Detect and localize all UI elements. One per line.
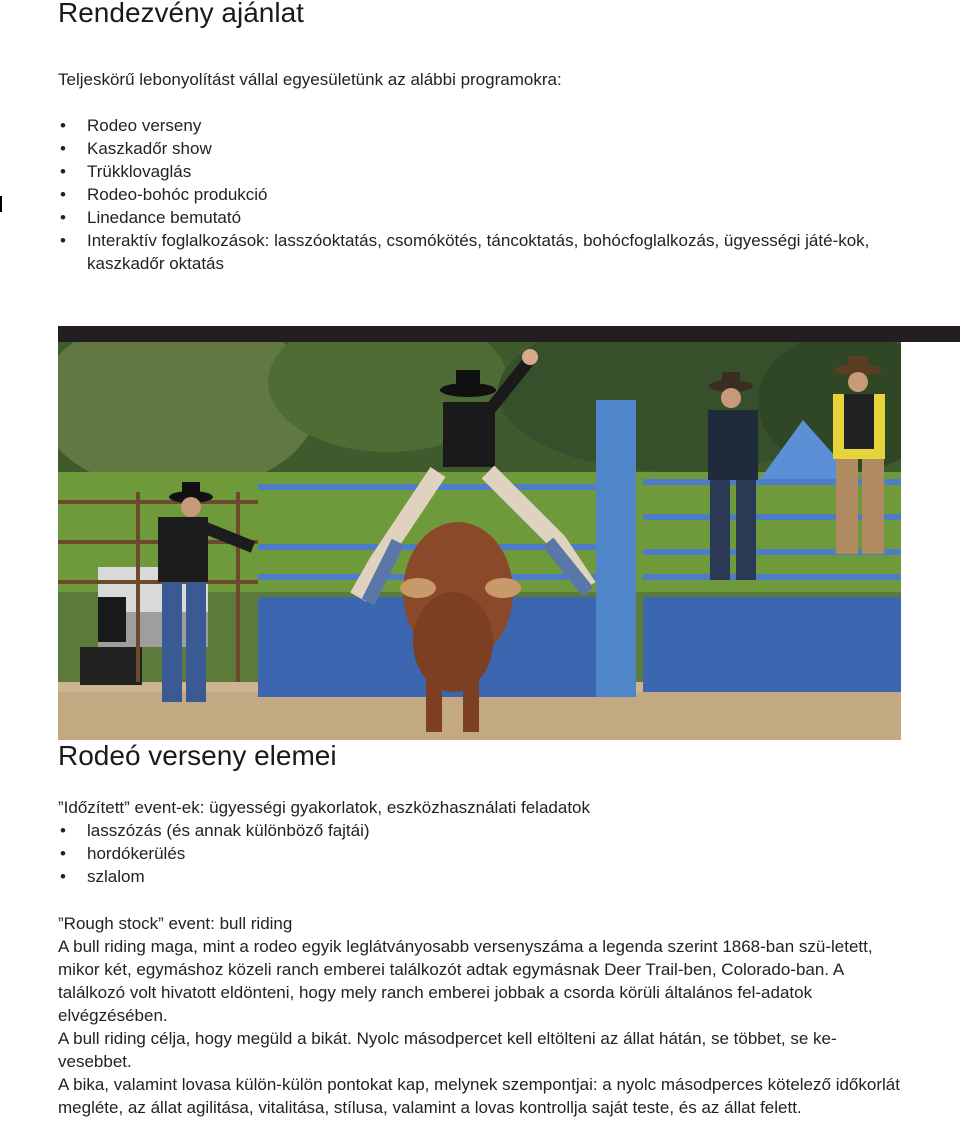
program-list — [58, 114, 908, 275]
list-item: • szlalom — [58, 865, 370, 888]
section-title: Rodeó verseny elemei — [58, 740, 337, 771]
timed-events-list — [58, 819, 370, 888]
margin-mark — [0, 196, 2, 212]
rough-stock-label: ”Rough stock” event: bull riding — [58, 914, 293, 933]
list-item: • hordókerülés — [58, 842, 370, 865]
bull-riding-photo — [58, 342, 901, 740]
list-item: • Linedance bemutató — [58, 206, 908, 229]
list-item: • Trükklovaglás — [58, 160, 908, 183]
history-paragraph: A bull riding maga, mint a rodeo egyik leglátványosabb versenyszáma a legenda szerint 1868-ban szü-letett, mikor két, egymáshoz közeli ranch emberei találkozót adtak egymásnak Deer Trail-ben, Colorado-ban. A találkozó volt hivatott eldönteni, hogy mely ranch emberei jobbak a csorda körüli általános fel-adatok elvégzésében. — [58, 937, 873, 1025]
photo-header-bar — [58, 326, 960, 342]
intro-text: Teljeskörű lebonyolítást vállal egyesületünk az alábbi programokra: — [58, 70, 562, 89]
timed-events-label: ”Időzített” event-ek: ügyességi gyakorlatok, eszközhasználati feladatok — [58, 798, 591, 817]
bull-riding-illustration — [58, 342, 901, 740]
page-title: Rendezvény ajánlat — [58, 0, 304, 28]
scoring-paragraph: A bika, valamint lovasa külön-külön pontokat kap, melynek szempontjai: a nyolc másodperces kötelező időkorlát megléte, az állat agilitása, vitalitása, stílusa, valamint a lovas kontrollja saját teste, és az állat felett. — [58, 1075, 900, 1117]
goal-paragraph: A bull riding célja, hogy megüld a bikát. Nyolc másodpercet kell eltölteni az állat hátán, se többet, se ke-vesebbet. — [58, 1029, 837, 1071]
list-item: • Kaszkadőr show — [58, 137, 908, 160]
list-item: • lasszózás (és annak különböző fajtái) — [58, 819, 370, 842]
list-item: • Rodeo verseny — [58, 114, 908, 137]
rough-stock-block — [58, 912, 903, 1119]
list-item: • Interaktív foglalkozások: lasszóoktatás, csomókötés, táncoktatás, bohócfoglalkozás, ügyességi játé-kok, kaszkadőr oktatás — [58, 229, 908, 275]
list-item: • Rodeo-bohóc produkció — [58, 183, 908, 206]
